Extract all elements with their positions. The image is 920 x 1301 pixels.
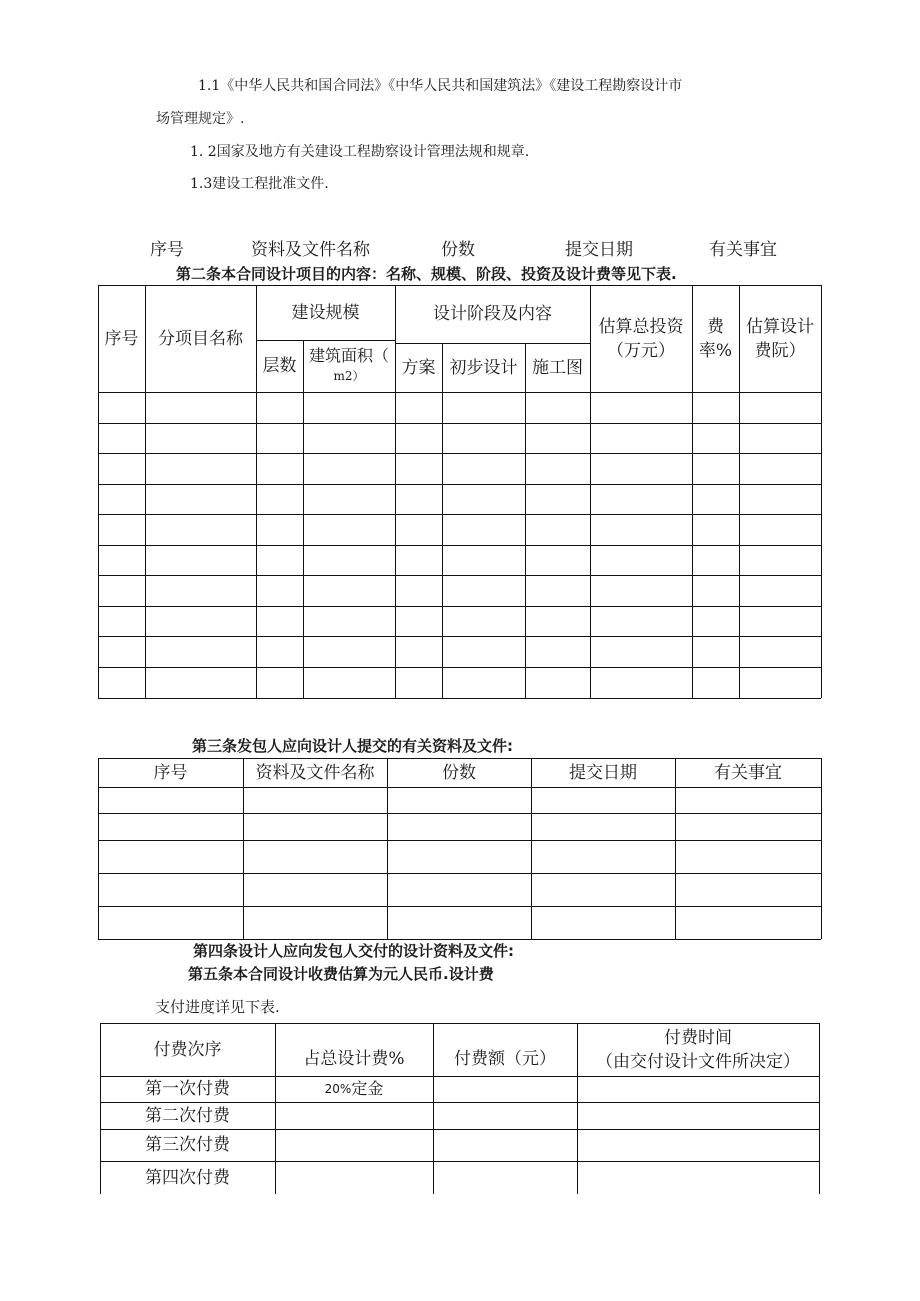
article-5-title: 第五条本合同设计收费估算为元人民币.设计费 <box>188 965 494 983</box>
pay-col-header-time-line2: （由交付设计文件所决定） <box>596 1051 800 1072</box>
pay-col-header-percent: 占总设计费% <box>303 1049 405 1069</box>
pay-row-1-percent-note: 定金 <box>351 1079 384 1098</box>
col-header-sub-project: 分项目名称 <box>158 328 243 349</box>
pay-col-header-order: 付费次序 <box>153 1039 222 1060</box>
pay-row-1-percent-value: 20% <box>324 1082 352 1096</box>
col-header-scheme: 方案 <box>401 357 436 378</box>
pay-col-header-amount: 付费额（元） <box>454 1049 556 1069</box>
clause-1-1-line1: 1.1《中华人民共和国合同法》《中华人民共和国建筑法》《建设工程勘察设计市 <box>198 78 683 94</box>
doc-col-header-date: 提交日期 <box>569 762 637 783</box>
article-4-title: 第四条设计人应向发包人交付的设计资料及文件: <box>193 942 515 960</box>
article-2-title: 第二条本合同设计项目的内容：名称、规模、阶段、投资及设计费等见下表. <box>176 265 677 283</box>
floating-header-date: 提交日期 <box>565 240 633 260</box>
col-header-design-fee-line1: 估算设计 <box>746 316 814 337</box>
col-header-rate-line1: 费 <box>707 316 724 337</box>
clause-1-1-line2: 场管理规定》. <box>156 111 245 127</box>
col-header-stage: 设计阶段及内容 <box>433 304 552 324</box>
pay-row-4-order: 第四次付费 <box>145 1167 230 1188</box>
doc-col-header-name: 资料及文件名称 <box>255 762 375 783</box>
col-header-design-fee-line2: 费阮） <box>754 340 806 361</box>
col-header-area-line2: m2） <box>333 369 365 383</box>
pay-row-1-percent <box>275 1076 433 1102</box>
doc-col-header-copies: 份数 <box>442 762 476 783</box>
floating-header-matters: 有关事宜 <box>709 240 777 260</box>
clause-1-2: 1. 2国家及地方有关建设工程勘察设计管理法规和规章. <box>190 144 530 160</box>
col-header-rate-line2: 率% <box>698 340 733 361</box>
floating-header-seq: 序号 <box>150 240 184 260</box>
col-header-seq: 序号 <box>104 328 139 349</box>
pay-row-2-order: 第二次付费 <box>145 1105 230 1126</box>
doc-col-header-seq: 序号 <box>153 762 188 783</box>
article-3-title: 第三条发包人应向设计人提交的有关资料及文件: <box>192 737 514 755</box>
floating-header-name: 资料及文件名称 <box>251 240 370 260</box>
col-header-prelim: 初步设计 <box>449 357 518 378</box>
col-header-construction: 施工图 <box>532 357 583 378</box>
floating-header-copies: 份数 <box>441 240 475 260</box>
col-header-area-line1: 建筑面积（ <box>308 346 389 365</box>
col-header-floors: 层数 <box>262 356 297 376</box>
pay-col-header-time-line1: 付费时间 <box>664 1027 732 1048</box>
pay-col-header-time <box>577 1023 819 1076</box>
col-header-investment-line2: （万元） <box>607 340 675 361</box>
col-header-investment-line1: 估算总投资 <box>598 316 684 337</box>
clause-1-3: 1.3建设工程批准文件. <box>190 176 329 192</box>
article-5-subtitle: 支付进度详见下表. <box>155 998 280 1016</box>
doc-col-header-matters: 有关事宜 <box>714 762 782 783</box>
col-header-scale: 建设规模 <box>291 302 360 323</box>
pay-row-1-order: 第一次付费 <box>145 1079 230 1099</box>
pay-row-3-order: 第三次付费 <box>145 1135 230 1155</box>
